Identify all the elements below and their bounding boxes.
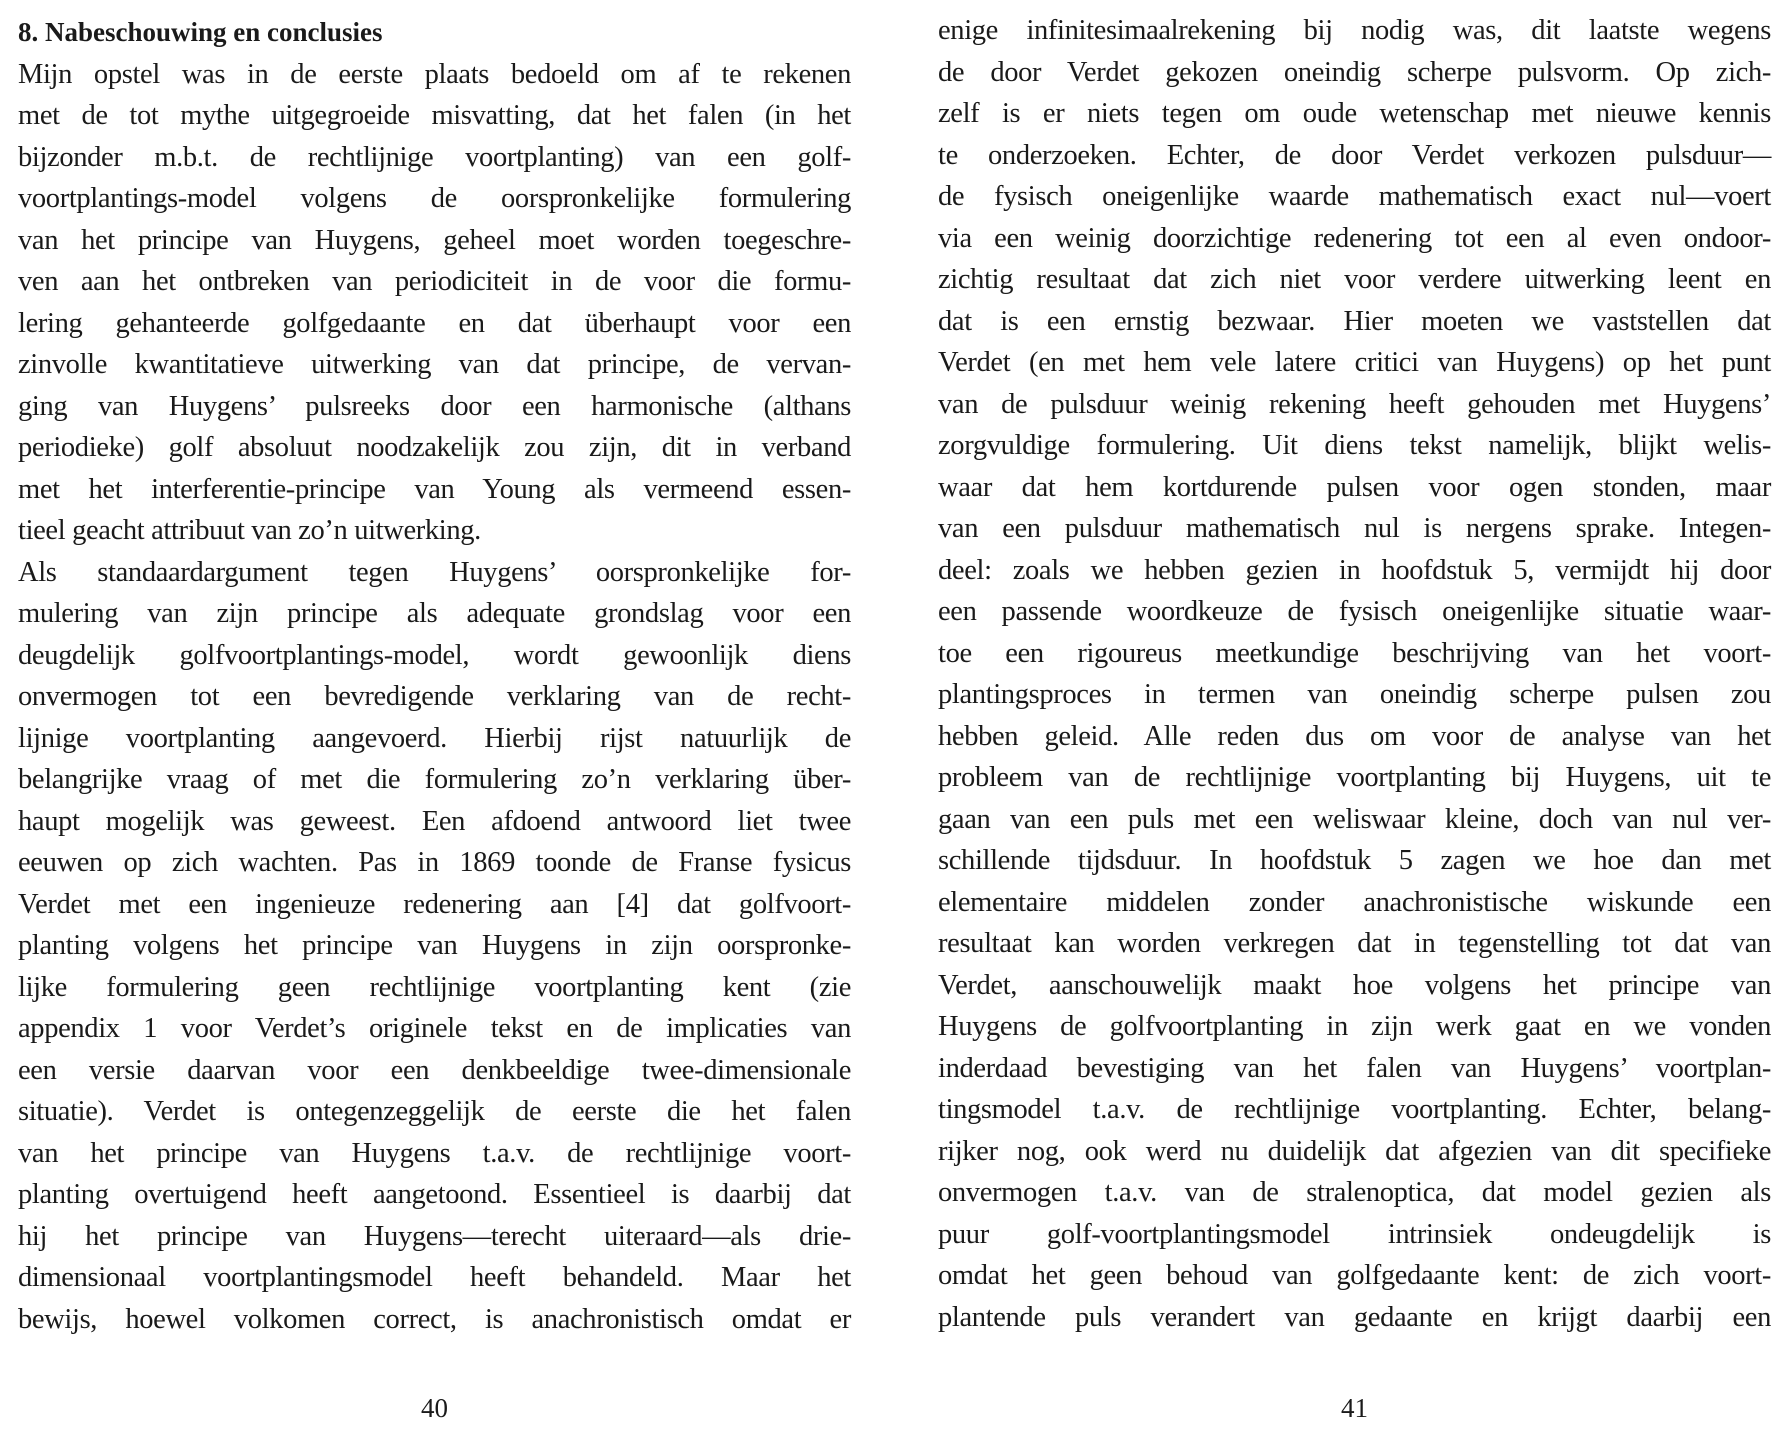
right-page-body bbox=[938, 10, 1771, 1338]
text-line: van de pulsduur weinig rekening heeft gehouden met Huygens’ bbox=[938, 388, 1771, 420]
text-line: enige infinitesimaalrekening bij nodig was, dit laatste wegens bbox=[938, 15, 1771, 46]
text-line: mulering van zijn principe als adequate grondslag voor een bbox=[18, 598, 851, 629]
text-line: onvermogen t.a.v. van de stralenoptica, dat model gezien als bbox=[938, 1177, 1771, 1208]
page-number-right: 41 bbox=[1341, 1393, 1368, 1423]
text-line: voortplantings-model volgens de oorspronkelijke formulering bbox=[18, 183, 851, 214]
text-line: deel: zoals we hebben gezien in hoofdstuk 5, vermijdt hij door bbox=[938, 554, 1771, 586]
text-line: van het principe van Huygens, geheel moet worden toegeschre- bbox=[18, 224, 851, 256]
text-line: tingsmodel t.a.v. de rechtlijnige voortplanting. Echter, belang- bbox=[938, 1094, 1771, 1125]
text-line: bewijs, hoewel volkomen correct, is anachronistisch omdat er bbox=[18, 1303, 851, 1335]
text-line: de door Verdet gekozen oneindig scherpe pulsvorm. Op zich- bbox=[938, 56, 1771, 88]
page-number-left: 40 bbox=[421, 1393, 448, 1423]
text-line: lijke formulering geen rechtlijnige voortplanting kent (zie bbox=[18, 971, 851, 1003]
text-line: met het interferentie-principe van Young als vermeend essen- bbox=[18, 473, 851, 505]
text-line: appendix 1 voor Verdet’s originele tekst en de implicaties van bbox=[18, 1013, 851, 1044]
left-page-text bbox=[18, 12, 851, 1340]
text-line: een passende woordkeuze de fysisch oneigenlijke situatie waar- bbox=[938, 596, 1771, 627]
text-line: resultaat kan worden verkregen dat in tegenstelling tot dat van bbox=[938, 928, 1771, 959]
left-page bbox=[18, 0, 851, 1438]
right-page bbox=[938, 0, 1771, 1438]
text-line: eeuwen op zich wachten. Pas in 1869 toonde de Franse fysicus bbox=[18, 847, 851, 878]
text-line: schillende tijdsduur. In hoofdstuk 5 zagen we hoe dan met bbox=[938, 845, 1771, 876]
left-page-body bbox=[18, 54, 851, 1341]
text-line: onvermogen tot een bevredigende verklaring van de recht- bbox=[18, 681, 851, 712]
text-line: belangrijke vraag of met die formulering zo’n verklaring über- bbox=[18, 764, 851, 795]
text-line: haupt mogelijk was geweest. Een afdoend antwoord liet twee bbox=[18, 805, 851, 837]
text-line: tieel geacht attribuut van zo’n uitwerking. bbox=[18, 515, 481, 546]
text-line: ven aan het ontbreken van periodiciteit in de voor die formu- bbox=[18, 266, 851, 297]
text-line: Huygens de golfvoortplanting in zijn werk gaat en we vonden bbox=[938, 1011, 1771, 1042]
text-line: Verdet (en met hem vele latere critici van Huygens) op het punt bbox=[938, 347, 1771, 378]
text-line: van een pulsduur mathematisch nul is nergens sprake. Integen- bbox=[938, 513, 1771, 544]
text-line: Als standaardargument tegen Huygens’ oorspronkelijke for- bbox=[18, 556, 851, 588]
text-line: probleem van de rechtlijnige voortplanting bij Huygens, uit te bbox=[938, 762, 1771, 793]
text-line: waar dat hem kortdurende pulsen voor ogen stonden, maar bbox=[938, 471, 1771, 503]
text-line: lijnige voortplanting aangevoerd. Hierbij rijst natuurlijk de bbox=[18, 722, 851, 754]
text-line: plantende puls verandert van gedaante en krijgt daarbij een bbox=[938, 1301, 1771, 1333]
text-line: zinvolle kwantitatieve uitwerking van dat principe, de vervan- bbox=[18, 349, 851, 380]
text-line: plantingsproces in termen van oneindig scherpe pulsen zou bbox=[938, 679, 1771, 710]
text-line: inderdaad bevestiging van het falen van Huygens’ voortplan- bbox=[938, 1052, 1771, 1084]
text-line: hebben geleid. Alle reden dus om voor de analyse van het bbox=[938, 720, 1771, 752]
text-line: gaan van een puls met een weliswaar kleine, doch van nul ver- bbox=[938, 803, 1771, 835]
text-line: puur golf-voortplantingsmodel intrinsiek ondeugdelijk is bbox=[938, 1218, 1771, 1250]
text-line: hij het principe van Huygens—terecht uiteraard—als drie- bbox=[18, 1220, 851, 1252]
text-line: dat is een ernstig bezwaar. Hier moeten we vaststellen dat bbox=[938, 305, 1771, 337]
text-line: een versie daarvan voor een denkbeeldige twee-dimensionale bbox=[18, 1054, 851, 1086]
text-line: situatie). Verdet is ontegenzeggelijk de eerste die het falen bbox=[18, 1096, 851, 1127]
text-line: planting volgens het principe van Huygens in zijn oorspronke- bbox=[18, 930, 851, 961]
text-line: dimensionaal voortplantingsmodel heeft behandeld. Maar het bbox=[18, 1262, 851, 1293]
text-line: rijker nog, ook werd nu duidelijk dat afgezien van dit specifieke bbox=[938, 1135, 1771, 1167]
text-line: ging van Huygens’ pulsreeks door een harmonische (althans bbox=[18, 390, 851, 422]
text-line: via een weinig doorzichtige redenering tot een al even ondoor- bbox=[938, 222, 1771, 254]
text-line: zichtig resultaat dat zich niet voor verdere uitwerking leent en bbox=[938, 264, 1771, 295]
text-line: met de tot mythe uitgegroeide misvatting, dat het falen (in het bbox=[18, 100, 851, 131]
text-line: Verdet, aanschouwelijk maakt hoe volgens het principe van bbox=[938, 969, 1771, 1001]
text-line: periodieke) golf absoluut noodzakelijk zou zijn, dit in verband bbox=[18, 432, 851, 463]
text-line: deugdelijk golfvoortplantings-model, wordt gewoonlijk diens bbox=[18, 639, 851, 671]
text-line: zelf is er niets tegen om oude wetenschap met nieuwe kennis bbox=[938, 98, 1771, 129]
text-line: Mijn opstel was in de eerste plaats bedoeld om af te rekenen bbox=[18, 58, 851, 90]
text-line: omdat het geen behoud van golfgedaante kent: de zich voort- bbox=[938, 1260, 1771, 1291]
text-line: planting overtuigend heeft aangetoond. Essentieel is daarbij dat bbox=[18, 1179, 851, 1210]
text-line: toe een rigoureus meetkundige beschrijving van het voort- bbox=[938, 637, 1771, 669]
text-line: Verdet met een ingenieuze redenering aan [4] dat golfvoort- bbox=[18, 888, 851, 920]
text-line: zorgvuldige formulering. Uit diens tekst namelijk, blijkt welis- bbox=[938, 430, 1771, 461]
right-page-text bbox=[938, 10, 1771, 1338]
text-line: te onderzoeken. Echter, de door Verdet verkozen pulsduur— bbox=[938, 139, 1771, 171]
text-line: lering gehanteerde golfgedaante en dat überhaupt voor een bbox=[18, 307, 851, 339]
text-line: de fysisch oneigenlijke waarde mathematisch exact nul—voert bbox=[938, 181, 1771, 212]
section-heading: 8. Nabeschouwing en conclusies bbox=[18, 17, 383, 47]
text-line: van het principe van Huygens t.a.v. de rechtlijnige voort- bbox=[18, 1137, 851, 1169]
text-line: bijzonder m.b.t. de rechtlijnige voortplanting) van een golf- bbox=[18, 141, 851, 173]
text-line: elementaire middelen zonder anachronistische wiskunde een bbox=[938, 886, 1771, 918]
